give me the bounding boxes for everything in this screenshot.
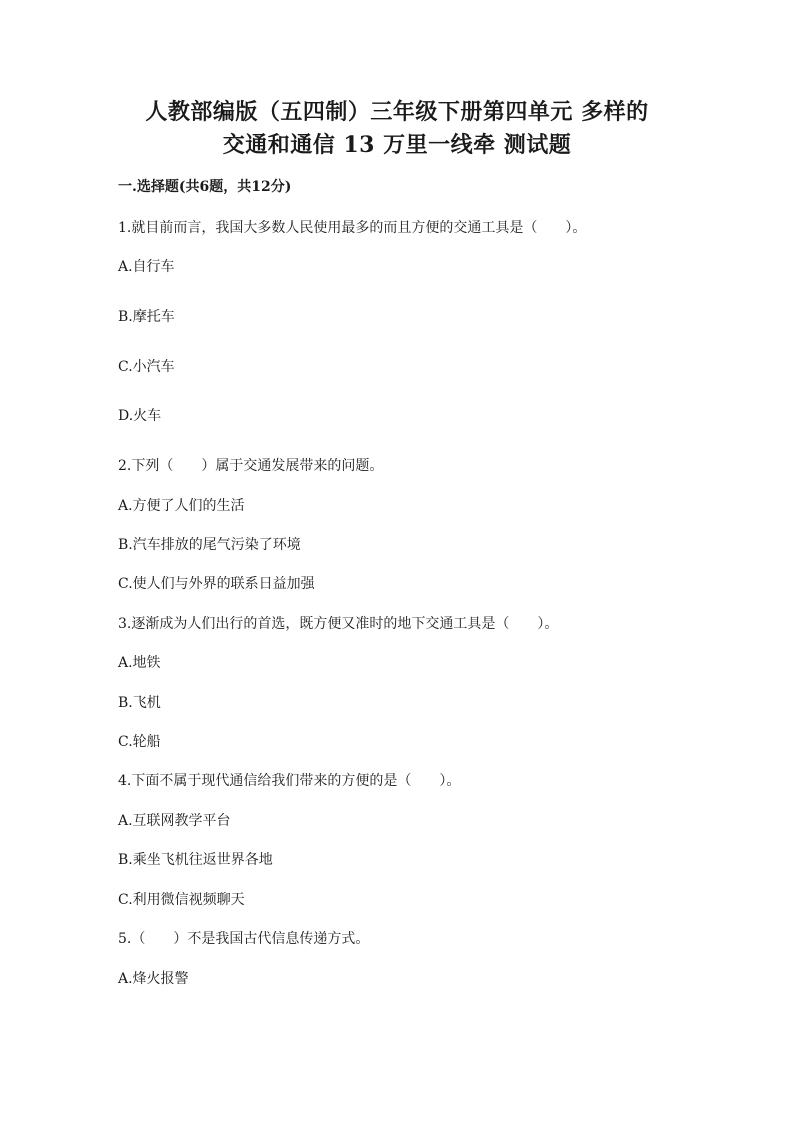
question-4-stem: 4.下面不属于现代通信给我们带来的方便的是（ ）。 bbox=[118, 773, 461, 789]
question-2-option-c: C.使人们与外界的联系日益加强 bbox=[118, 576, 315, 592]
question-5-stem: 5.（ ）不是我国古代信息传递方式。 bbox=[118, 931, 370, 947]
document-title-line-2: 交通和通信 13 万里一线牵 测试题 bbox=[222, 132, 572, 158]
question-1-option-a: A.自行车 bbox=[118, 259, 175, 275]
question-1-stem: 1.就目前而言，我国大多数人民使用最多的而且方便的交通工具是（ ）。 bbox=[118, 220, 587, 236]
question-3-option-c: C.轮船 bbox=[118, 734, 161, 750]
question-1-option-c: C.小汽车 bbox=[118, 359, 175, 375]
question-2-stem: 2.下列（ ）属于交通发展带来的问题。 bbox=[118, 458, 384, 474]
question-1-option-b: B.摩托车 bbox=[118, 309, 175, 325]
question-3-stem: 3.逐渐成为人们出行的首选，既方便又准时的地下交通工具是（ ）。 bbox=[118, 616, 559, 632]
question-3-option-a: A.地铁 bbox=[118, 655, 161, 671]
question-4-option-c: C.利用微信视频聊天 bbox=[118, 892, 245, 908]
section-heading: 一.选择题(共6题，共12分) bbox=[118, 179, 292, 195]
question-5-option-a: A.烽火报警 bbox=[118, 971, 189, 987]
question-3-option-b: B.飞机 bbox=[118, 695, 161, 711]
question-4-option-a: A.互联网教学平台 bbox=[118, 813, 231, 829]
question-2-option-b: B.汽车排放的尾气污染了环境 bbox=[118, 537, 301, 553]
question-2-option-a: A.方便了人们的生活 bbox=[118, 498, 245, 514]
question-1-option-d: D.火车 bbox=[118, 408, 162, 424]
question-4-option-b: B.乘坐飞机往返世界各地 bbox=[118, 852, 273, 868]
document-title-line-1: 人教部编版（五四制）三年级下册第四单元 多样的 bbox=[145, 99, 649, 125]
